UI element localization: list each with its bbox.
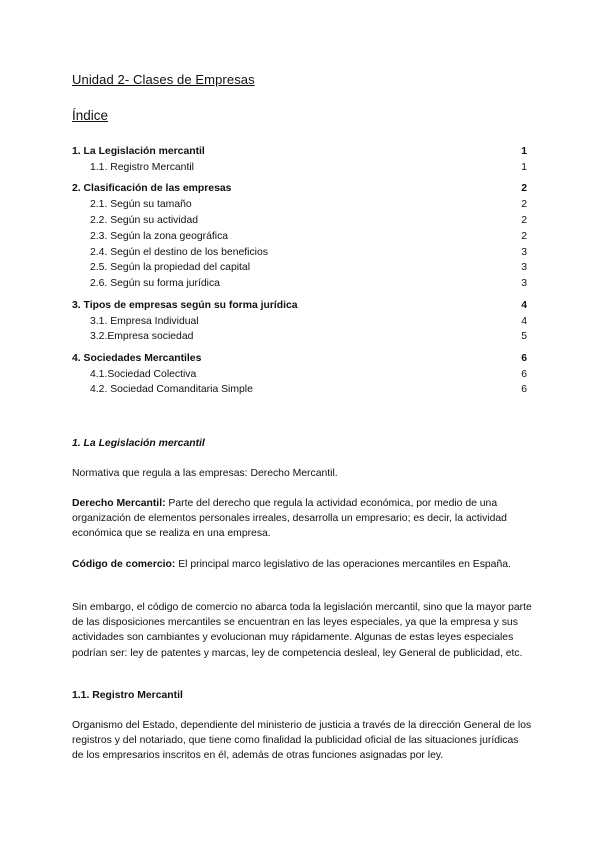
- toc-section: [72, 181, 527, 292]
- section-heading: 1. La Legislación mercantil: [72, 438, 205, 449]
- toc-subentry-page: 5: [521, 331, 527, 343]
- toc-subentry-page: 6: [521, 368, 527, 380]
- toc-subentry[interactable]: [72, 213, 527, 229]
- paragraph-derecho-mercantil: [72, 496, 532, 542]
- toc-entry-label: 3. Tipos de empresas según su forma jurídica: [72, 299, 298, 311]
- toc-subentry[interactable]: [72, 367, 527, 383]
- toc-subentry[interactable]: [72, 229, 527, 245]
- toc-entry-label: 4. Sociedades Mercantiles: [72, 352, 202, 364]
- toc-subentry[interactable]: [72, 314, 527, 330]
- toc-entry[interactable]: [72, 298, 527, 314]
- toc-subentry-label: 4.2. Sociedad Comanditaria Simple: [90, 384, 253, 396]
- toc-entry-label: 2. Clasificación de las empresas: [72, 183, 232, 195]
- toc-subentry-page: 2: [521, 215, 527, 227]
- toc-subentry[interactable]: [72, 260, 527, 276]
- toc-entry[interactable]: [72, 144, 527, 160]
- toc-entry-label: 1. La Legislación mercantil: [72, 146, 205, 157]
- toc-subentry-label: 2.1. Según su tamaño: [90, 199, 192, 211]
- toc-subentry[interactable]: [72, 276, 527, 292]
- toc-subentry-label: 1.1. Registro Mercantil: [90, 162, 194, 173]
- toc-subentry[interactable]: [72, 329, 527, 345]
- term-label: Código de comercio:: [72, 559, 176, 570]
- term-definition: El principal marco legislativo de las operaciones mercantiles en España.: [175, 559, 511, 570]
- toc-entry-page: 2: [521, 183, 527, 195]
- toc-subentry-page: 3: [521, 262, 527, 274]
- toc-subentry[interactable]: [72, 382, 527, 398]
- table-of-contents: [72, 144, 527, 398]
- toc-entry[interactable]: [72, 181, 527, 197]
- toc-subentry[interactable]: [72, 160, 527, 176]
- toc-entry-page: 6: [521, 352, 527, 364]
- toc-section: [72, 298, 527, 346]
- subsection-heading: 1.1. Registro Mercantil: [72, 690, 183, 701]
- toc-subentry-page: 2: [521, 230, 527, 242]
- toc-subentry-page: 2: [521, 199, 527, 211]
- toc-entry-page: 1: [521, 146, 527, 157]
- toc-entry[interactable]: [72, 351, 527, 367]
- toc-subentry-label: 3.2.Empresa sociedad: [90, 331, 194, 343]
- toc-subentry-label: 2.2. Según su actividad: [90, 215, 199, 227]
- term-definition: Parte del derecho que regula la actividad económica, por medio de una organización de elementos personales irreales, desarrolla un empresario; es decir, la actividad económica que se realiza en una empresa.: [72, 498, 507, 540]
- toc-subentry-page: 4: [521, 315, 527, 327]
- toc-subentry-label: 3.1. Empresa Individual: [90, 315, 199, 327]
- index-title: Índice: [72, 108, 109, 123]
- toc-subentry-label: 2.4. Según el destino de los beneficios: [90, 246, 268, 258]
- toc-subentry[interactable]: [72, 245, 527, 261]
- toc-subentry-page: 3: [521, 278, 527, 290]
- toc-subentry-page: 6: [521, 384, 527, 396]
- toc-section: [72, 144, 527, 176]
- document-title: Unidad 2- Clases de Empresas: [72, 72, 255, 87]
- paragraph-codigo-comercio: [72, 557, 532, 572]
- toc-subentry-page: 3: [521, 246, 527, 258]
- toc-subentry-label: 2.5. Según la propiedad del capital: [90, 262, 251, 274]
- paragraph-sin-embargo: Sin embargo, el código de comercio no abarca toda la legislación mercantil, sino que la mayor parte de las disposiciones mercantiles se encuentran en las leyes especiales, ya que la empresa y sus actividades son cambiantes y evolucionan muy rápidamente. Algunas de estas leyes especiales podrían ser: ley de patentes y marcas, ley de competencia desleal, ley General de publicidad, etc.: [72, 602, 532, 659]
- paragraph-normativa: Normativa que regula a las empresas: Derecho Mercantil.: [72, 468, 338, 479]
- toc-entry-page: 4: [521, 299, 527, 311]
- toc-subentry-page: 1: [521, 162, 527, 173]
- toc-subentry-label: 4.1.Sociedad Colectiva: [90, 368, 197, 380]
- paragraph-registro-mercantil: Organismo del Estado, dependiente del ministerio de justicia a través de la dirección General de los registros y del notariado, que tiene como finalidad la publicidad oficial de las situaciones jurídicas de los empresarios inscritos en él, además de otras funciones asignadas por ley.: [72, 720, 532, 762]
- toc-subentry-label: 2.6. Según su forma jurídica: [90, 278, 220, 290]
- toc-section: [72, 351, 527, 399]
- toc-subentry[interactable]: [72, 197, 527, 213]
- toc-subentry-label: 2.3. Según la zona geográfica: [90, 230, 229, 242]
- term-label: Derecho Mercantil:: [72, 498, 166, 509]
